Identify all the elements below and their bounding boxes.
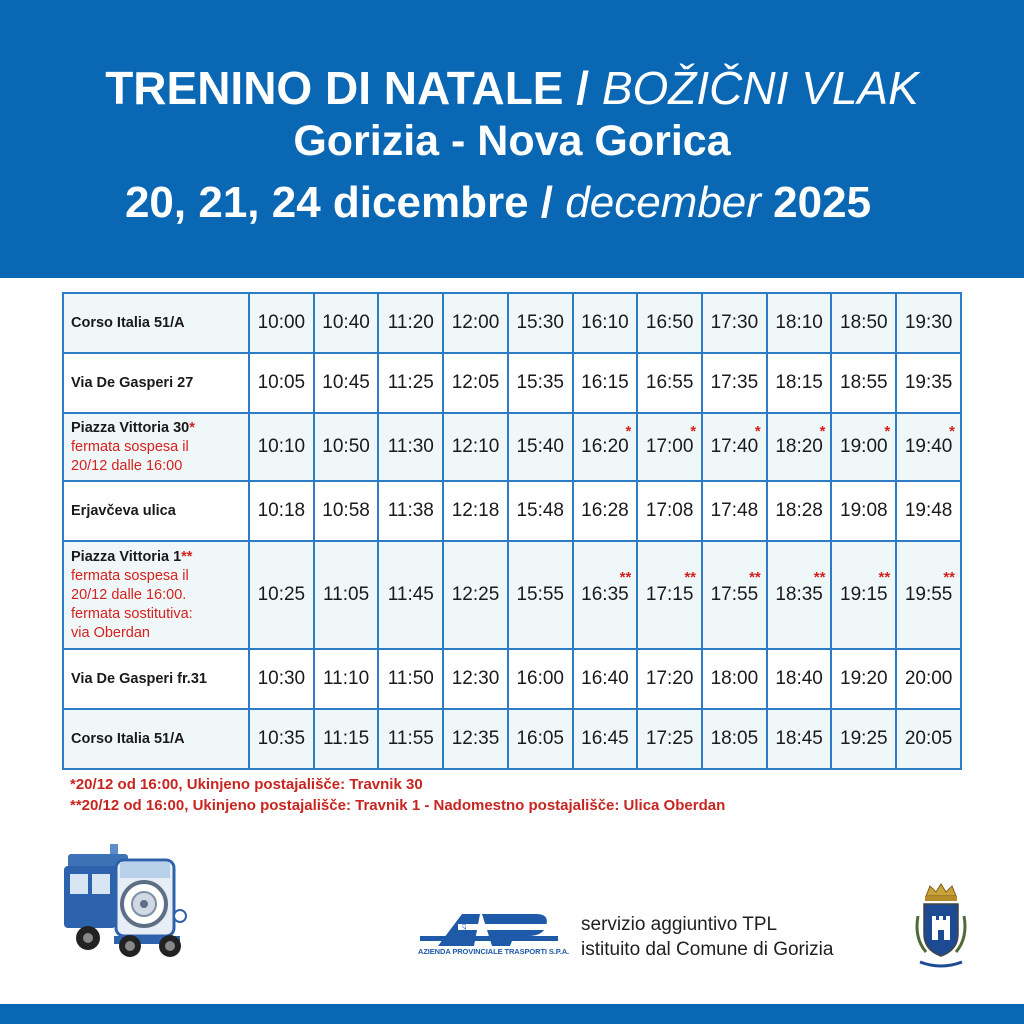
- departure-time: 20:05: [904, 728, 953, 749]
- departure-time: 15:35: [516, 372, 564, 393]
- departure-time: 17:55: [710, 584, 759, 605]
- time-footnote-mark: **: [749, 569, 761, 586]
- stop-suspension-note: 20/12 dalle 16:00.: [71, 586, 187, 603]
- apt-logo: [418, 906, 569, 962]
- departure-time: 10:40: [322, 312, 370, 333]
- title-separator: /: [576, 62, 590, 114]
- departure-time: 12:30: [451, 668, 500, 689]
- departure-time-cell: [831, 293, 896, 353]
- departure-time: 10:18: [257, 500, 306, 521]
- table-row: [63, 413, 961, 481]
- departure-time-cell: [508, 649, 573, 709]
- departure-time: 15:48: [516, 500, 564, 521]
- stop-name: Erjavčeva ulica: [71, 502, 176, 519]
- departure-time: 10:30: [257, 668, 306, 689]
- departure-time-cell: [249, 293, 314, 353]
- departure-time: 10:10: [257, 436, 306, 457]
- departure-time-cell: [702, 353, 767, 413]
- departure-time-cell: [314, 413, 379, 481]
- departure-time-cell: [443, 541, 508, 649]
- page-title: [0, 60, 1024, 116]
- departure-time: 19:30: [904, 312, 953, 333]
- departure-time-cell: [314, 709, 379, 769]
- departure-time: 16:10: [581, 312, 629, 333]
- departure-time-cell: [249, 481, 314, 541]
- departure-time: 16:20: [581, 436, 629, 457]
- departure-time: 18:28: [775, 500, 823, 521]
- time-footnote-mark: *: [949, 423, 955, 440]
- header-banner: [0, 0, 1024, 278]
- departure-time-cell: [508, 481, 573, 541]
- departure-time-cell: [378, 709, 443, 769]
- departure-time-cell: [314, 293, 379, 353]
- departure-time: 10:25: [257, 584, 306, 605]
- stop-name-cell: [63, 649, 249, 709]
- departure-time-cell: [508, 293, 573, 353]
- departure-time: 16:05: [516, 728, 564, 749]
- departure-time-cell: [508, 541, 573, 649]
- departure-time: 18:55: [840, 372, 888, 393]
- departure-time-cell: [573, 353, 638, 413]
- departure-time: 17:48: [710, 500, 759, 521]
- departure-time: 11:30: [387, 436, 434, 457]
- departure-time: 10:50: [322, 436, 370, 457]
- departure-time-cell: [443, 709, 508, 769]
- apt-logo-letters: [494, 894, 496, 895]
- departure-time: 18:05: [710, 728, 759, 749]
- departure-time: 15:55: [516, 584, 564, 605]
- stop-footnote-mark: **: [181, 548, 193, 565]
- departure-time-cell: [249, 541, 314, 649]
- departure-time: 18:20: [775, 436, 823, 457]
- table-row: [63, 293, 961, 353]
- departure-time-cell: [767, 293, 832, 353]
- stop-name-cell: [63, 353, 249, 413]
- stop-name: Via De Gasperi 27: [71, 374, 194, 391]
- departure-time-cell: [896, 541, 961, 649]
- departure-time-cell: [314, 481, 379, 541]
- stop-name-cell: [63, 481, 249, 541]
- time-footnote-mark: **: [684, 569, 697, 586]
- service-line-1: servizio aggiuntivo TPL: [581, 914, 778, 935]
- departure-time-cell: [767, 413, 832, 481]
- departure-time-cell: [637, 481, 702, 541]
- departure-time: 11:25: [387, 372, 434, 393]
- departure-time: 18:45: [775, 728, 823, 749]
- departure-time-cell: [637, 541, 702, 649]
- departure-time-cell: [378, 353, 443, 413]
- departure-time-cell: [443, 293, 508, 353]
- departure-time: 18:35: [775, 584, 823, 605]
- departure-time: 11:50: [387, 668, 434, 689]
- departure-time: 10:58: [322, 500, 370, 521]
- departure-time: 18:15: [775, 372, 823, 393]
- departure-time: 12:25: [451, 584, 500, 605]
- departure-time-cell: [831, 353, 896, 413]
- table-row: [63, 541, 961, 649]
- departure-time-cell: [573, 481, 638, 541]
- departure-time: 16:28: [581, 500, 629, 521]
- stop-suspension-note: fermata sospesa il: [71, 438, 189, 455]
- departure-time-cell: [249, 649, 314, 709]
- departure-time-cell: [702, 709, 767, 769]
- departure-time-cell: [249, 709, 314, 769]
- departure-time-cell: [443, 649, 508, 709]
- gorizia-coat-of-arms-icon: [910, 882, 972, 972]
- departure-time: 12:35: [451, 728, 500, 749]
- departure-time: 11:20: [387, 312, 434, 333]
- stop-footnote-mark: *: [189, 419, 195, 436]
- departure-time-cell: [637, 649, 702, 709]
- time-footnote-mark: *: [754, 423, 761, 440]
- time-footnote-mark: **: [878, 569, 891, 586]
- dates-slovenian: december: [565, 178, 761, 227]
- departure-time-cell: [508, 353, 573, 413]
- departure-time-cell: [443, 353, 508, 413]
- departure-time-cell: [831, 649, 896, 709]
- departure-time-cell: [767, 353, 832, 413]
- departure-time-cell: [314, 353, 379, 413]
- time-footnote-mark: *: [884, 423, 891, 440]
- departure-time: 16:00: [516, 668, 564, 689]
- departure-time: 11:10: [323, 668, 370, 689]
- departure-time: 12:18: [451, 500, 500, 521]
- departure-time-cell: [443, 413, 508, 481]
- departure-time-cell: [896, 413, 961, 481]
- departure-time-cell: [702, 649, 767, 709]
- departure-time: 10:45: [322, 372, 370, 393]
- time-footnote-mark: *: [819, 423, 826, 440]
- departure-time: 11:15: [323, 728, 370, 749]
- departure-time: 18:50: [840, 312, 888, 333]
- stop-name: Via De Gasperi fr.31: [71, 670, 207, 687]
- departure-time-cell: [637, 293, 702, 353]
- departure-time: 16:35: [581, 584, 629, 605]
- departure-time-cell: [378, 293, 443, 353]
- departure-time-cell: [767, 649, 832, 709]
- stop-name: Piazza Vittoria 1: [71, 548, 182, 565]
- departure-time: 10:05: [257, 372, 306, 393]
- departure-time-cell: [896, 293, 961, 353]
- departure-time: 19:40: [904, 436, 953, 457]
- departure-time-cell: [637, 413, 702, 481]
- time-footnote-mark: **: [813, 569, 826, 586]
- departure-time: 16:40: [581, 668, 629, 689]
- table-row: [63, 709, 961, 769]
- table-row: [63, 353, 961, 413]
- stop-name: Corso Italia 51/A: [71, 314, 185, 331]
- title-slovenian: BOŽIČNI VLAK: [601, 62, 919, 114]
- departure-time-cell: [896, 481, 961, 541]
- departure-time-cell: [508, 709, 573, 769]
- stop-suspension-note: fermata sostitutiva:: [71, 605, 193, 622]
- departure-time-cell: [573, 709, 638, 769]
- footnote-single-star: *20/12 od 16:00, Ukinjeno postajališče: Travnik 30: [70, 776, 423, 793]
- departure-time-cell: [573, 413, 638, 481]
- departure-time-cell: [378, 413, 443, 481]
- departure-time-cell: [831, 481, 896, 541]
- stop-name: Corso Italia 51/A: [71, 730, 185, 747]
- departure-time: 11:45: [387, 584, 434, 605]
- departure-time-cell: [702, 413, 767, 481]
- stop-suspension-note: fermata sospesa il: [71, 567, 189, 584]
- departure-time: 18:10: [775, 312, 823, 333]
- service-info: [581, 912, 833, 962]
- dates-year: 2025: [773, 178, 872, 227]
- stop-name-cell: [63, 709, 249, 769]
- departure-time: 19:15: [840, 584, 888, 605]
- departure-time: 20:00: [904, 668, 953, 689]
- departure-time: 16:45: [581, 728, 629, 749]
- departure-time: 19:20: [840, 668, 888, 689]
- departure-time: 17:25: [645, 728, 694, 749]
- departure-time: 18:00: [710, 668, 759, 689]
- departure-time: 10:35: [257, 728, 306, 749]
- departure-time: 17:35: [710, 372, 759, 393]
- departure-time: 17:30: [710, 312, 759, 333]
- departure-time-cell: [896, 709, 961, 769]
- departure-time-cell: [249, 413, 314, 481]
- departure-time-cell: [378, 481, 443, 541]
- departure-time: 17:20: [645, 668, 694, 689]
- departure-time-cell: [573, 541, 638, 649]
- stop-name-cell: [63, 541, 249, 649]
- departure-time-cell: [896, 649, 961, 709]
- footnote-double-star: **20/12 od 16:00, Ukinjeno postajališče: Travnik 1 - Nadomestno postajališče: Ulica Oberdan: [70, 797, 726, 814]
- departure-time-cell: [767, 709, 832, 769]
- departure-time-cell: [249, 353, 314, 413]
- departure-time-cell: [767, 541, 832, 649]
- stop-suspension-note: 20/12 dalle 16:00: [71, 457, 183, 474]
- route-subtitle: Gorizia - Nova Gorica: [293, 117, 731, 165]
- departure-time: 17:00: [645, 436, 694, 457]
- departure-time: 19:48: [904, 500, 953, 521]
- timetable: [62, 292, 962, 770]
- departure-time-cell: [702, 541, 767, 649]
- bottom-bar: [0, 1004, 1024, 1024]
- stop-suspension-note: via Oberdan: [71, 624, 150, 641]
- departure-time-cell: [702, 293, 767, 353]
- table-row: [63, 649, 961, 709]
- departure-time-cell: [831, 709, 896, 769]
- departure-time: 19:35: [904, 372, 953, 393]
- service-line-2: istituito dal Comune di Gorizia: [581, 939, 834, 960]
- table-row: [63, 481, 961, 541]
- departure-time-cell: [637, 353, 702, 413]
- departure-time-cell: [314, 649, 379, 709]
- departure-time-cell: [702, 481, 767, 541]
- departure-time: 11:55: [387, 728, 434, 749]
- departure-time: 19:55: [904, 584, 953, 605]
- departure-time: 11:05: [323, 584, 370, 605]
- departure-time: 12:00: [451, 312, 500, 333]
- departure-time: 19:00: [840, 436, 888, 457]
- departure-time-cell: [573, 649, 638, 709]
- dates-italian: 20, 21, 24 dicembre: [124, 178, 529, 227]
- departure-time-cell: [378, 541, 443, 649]
- departure-time-cell: [508, 413, 573, 481]
- departure-time: 15:30: [516, 312, 564, 333]
- departure-time: 17:08: [645, 500, 694, 521]
- departure-time-cell: [378, 649, 443, 709]
- departure-time: 11:38: [387, 500, 434, 521]
- departure-time-cell: [573, 293, 638, 353]
- departure-time-cell: [896, 353, 961, 413]
- departure-time-cell: [767, 481, 832, 541]
- departure-time: 15:40: [516, 436, 564, 457]
- departure-time: 12:10: [451, 436, 500, 457]
- stop-name: Piazza Vittoria 30: [71, 419, 190, 436]
- departure-time: 18:40: [775, 668, 823, 689]
- departure-time: 16:15: [581, 372, 629, 393]
- departure-time-cell: [443, 481, 508, 541]
- departure-time: 10:00: [257, 312, 306, 333]
- time-footnote-mark: *: [625, 423, 632, 440]
- departure-time: 19:25: [840, 728, 888, 749]
- time-footnote-mark: **: [943, 569, 955, 586]
- train-illustration: [58, 838, 194, 962]
- apt-logo-vertical: GORIZIA: [462, 920, 468, 945]
- departure-time-cell: [314, 541, 379, 649]
- time-footnote-mark: **: [619, 569, 632, 586]
- service-dates: [0, 174, 996, 232]
- departure-time: 16:55: [645, 372, 694, 393]
- dates-separator: /: [540, 178, 554, 227]
- departure-time: 19:08: [840, 500, 888, 521]
- departure-time-cell: [831, 413, 896, 481]
- departure-time: 17:40: [710, 436, 759, 457]
- apt-logo-caption: AZIENDA PROVINCIALE TRASPORTI S.P.A.: [418, 947, 569, 956]
- title-italian: TRENINO DI NATALE: [105, 62, 564, 114]
- stop-name-cell: [63, 293, 249, 353]
- time-footnote-mark: *: [690, 423, 697, 440]
- departure-time-cell: [637, 709, 702, 769]
- departure-time-cell: [831, 541, 896, 649]
- departure-time: 17:15: [645, 584, 694, 605]
- stop-name-cell: [63, 413, 249, 481]
- departure-time: 12:05: [451, 372, 500, 393]
- departure-time: 16:50: [645, 312, 694, 333]
